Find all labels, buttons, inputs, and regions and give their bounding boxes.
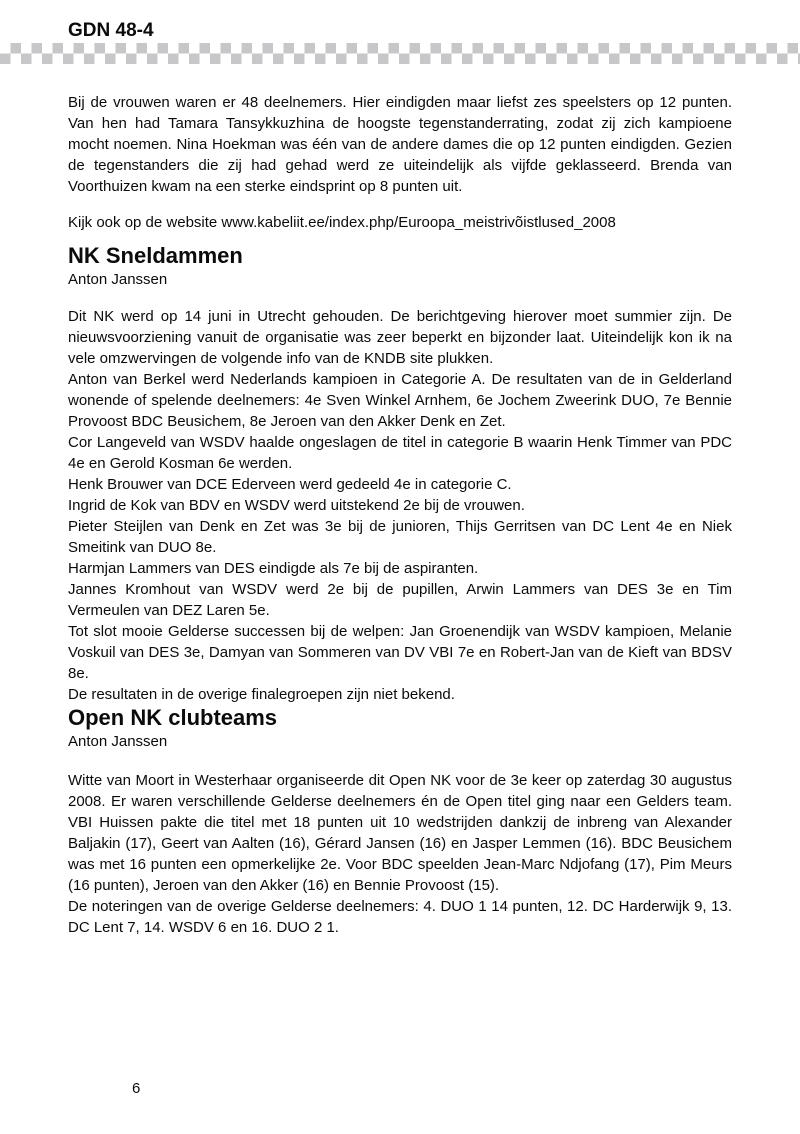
paragraph: Pieter Steijlen van Denk en Zet was 3e bij de junioren, Thijs Gerritsen van DC Lent 4e en Niek Smeitink van DUO 8e. <box>68 518 732 556</box>
checker-band-pattern <box>0 43 800 64</box>
website-reference-line: Kijk ook op de website www.kabeliit.ee/index.php/Euroopa_meistrivõistlused_2008 <box>68 214 616 231</box>
author-line: Anton Janssen <box>68 733 168 750</box>
paragraph: Ingrid de Kok van BDV en WSDV werd uitstekend 2e bij de vrouwen. <box>68 497 525 514</box>
paragraph: De noteringen van de overige Gelderse deelnemers: 4. DUO 1 14 punten, 12. DC Harderwijk 9, 13. DC Lent 7, 14. WSDV 6 en 16. DUO 2 1. <box>68 898 732 936</box>
section-title-nk-sneldammen: NK Sneldammen <box>68 243 243 268</box>
paragraph: Henk Brouwer van DCE Ederveen werd gedeeld 4e in categorie C. <box>68 476 512 493</box>
paragraph: De resultaten in de overige finalegroepen zijn niet bekend. <box>68 686 455 703</box>
section-body-nk-sneldammen <box>68 306 732 705</box>
paragraph: Anton van Berkel werd Nederlands kampioen in Categorie A. De resultaten van de in Gelderland wonende of spelende deelnemers: 4e Sven Winkel Arnhem, 6e Jochem Zweerink DUO, 7e Bennie Provoost BDC Beusichem, 8e Jeroen van den Akker Denk en Zet. <box>68 371 732 430</box>
paragraph: Jannes Kromhout van WSDV werd 2e bij de pupillen, Arwin Lammers van DES 3e en Tim Vermeulen van DEZ Laren 5e. <box>68 581 732 619</box>
paragraph: Witte van Moort in Westerhaar organiseerde dit Open NK voor de 3e keer op zaterdag 30 augustus 2008. Er waren verschillende Gelderse deelnemers én de Open titel ging naar een Gelders team. VBI Huissen pakte die titel met 18 punten uit 10 wedstrijden dankzij de inbreng van Alexander Baljakin (17), Geert van Aalten (16), Gérard Jansen (16) en Jasper Lemmen (16). BDC Beusichem was met 16 punten een opmerkelijke 2e. Voor BDC speelden Jean-Marc Ndjofang (17), Pim Meurs (16 punten), Jeroen van den Akker (16) en Bennie Provoost (15). <box>68 772 732 894</box>
page-content <box>68 92 732 938</box>
section-body-open-nk-clubteams <box>68 770 732 938</box>
section-title-open-nk-clubteams: Open NK clubteams <box>68 705 278 730</box>
page-header-title: GDN 48-4 <box>68 20 154 41</box>
paragraph: Cor Langeveld van WSDV haalde ongeslagen de titel in categorie B waarin Henk Timmer van PDC 4e en Gerold Kosman 6e werden. <box>68 434 732 472</box>
intro-paragraph: Bij de vrouwen waren er 48 deelnemers. Hier eindigden maar liefst zes speelsters op 12 punten. Van hen had Tamara Tansykkuzhina de hoogste tegenstanderrating, zodat zij zich kampioene mocht noemen. Nina Hoekman was één van de andere dames die op 12 punten eindigden. Gezien de tegenstanders die zij had gehad werd ze uiteindelijk als vijfde geklasseerd. Brenda van Voorthuizen kwam na een sterke eindsprint op 8 punten uit. <box>68 94 732 195</box>
paragraph: Tot slot mooie Gelderse successen bij de welpen: Jan Groenendijk van WSDV kampioen, Melanie Voskuil van DES 3e, Damyan van Sommeren van DV VBI 7e en Robert-Jan van de Kieft van BDSV 8e. <box>68 623 732 682</box>
author-line: Anton Janssen <box>68 271 168 288</box>
page-number: 6 <box>132 1080 141 1097</box>
paragraph: Dit NK werd op 14 juni in Utrecht gehouden. De berichtgeving hierover moet summier zijn. De nieuwsvoorziening vanuit de organisatie was zeer beperkt en bijzonder laat. Uiteindelijk kon ik na vele omzwervingen de volgende info van de KNDB site plukken. <box>68 308 732 367</box>
paragraph: Harmjan Lammers van DES eindigde als 7e bij de aspiranten. <box>68 560 479 577</box>
